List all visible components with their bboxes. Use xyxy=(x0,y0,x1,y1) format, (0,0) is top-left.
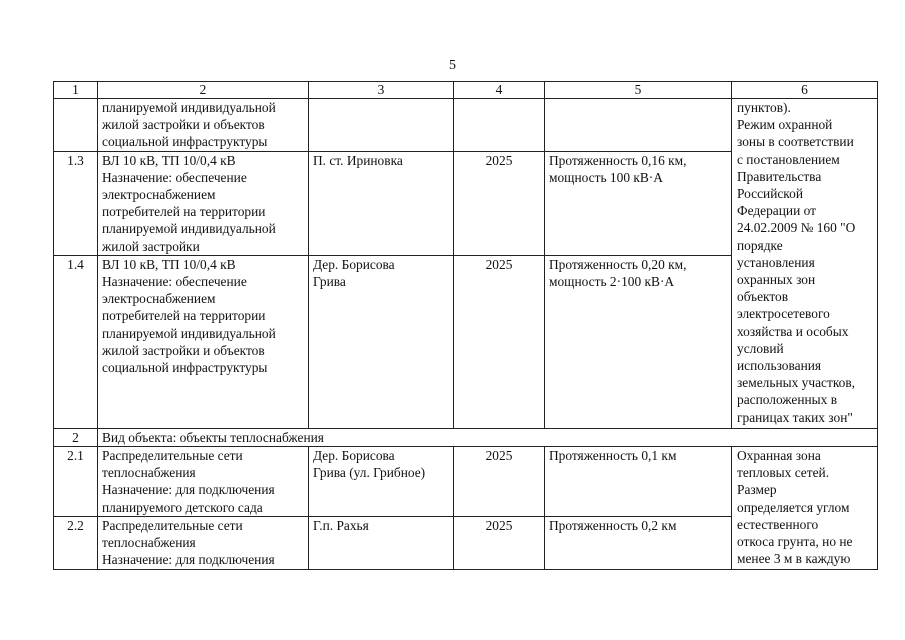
table-row xyxy=(54,99,878,152)
object-characteristics: Протяженность 0,1 км xyxy=(545,447,732,517)
object-location: Дер. Борисова Грива (ул. Грибное) xyxy=(309,447,454,517)
protection-zone-text: пунктов). Режим охранной зоны в соответствии с постановлением Правительства Российской Федерации от 24.02.2009 № 160 "О порядке установления охранных зон объектов электросетевого хозяйства и особых условий использования земельных участков, расположенных в границах таких зон" xyxy=(732,99,878,429)
header-cell: 5 xyxy=(545,82,732,99)
page-number: 5 xyxy=(449,58,456,73)
object-year: 2025 xyxy=(454,447,545,517)
object-year: 2025 xyxy=(454,255,545,428)
object-location: П. ст. Ириновка xyxy=(309,151,454,255)
object-description: ВЛ 10 кВ, ТП 10/0,4 кВ Назначение: обеспечение электроснабжением потребителей на территории планируемой индивидуальной жилой застройки xyxy=(98,151,309,255)
objects-table xyxy=(53,81,878,570)
section-title: Вид объекта: объекты теплоснабжения xyxy=(98,428,878,446)
object-year: 2025 xyxy=(454,151,545,255)
row-number: 2.1 xyxy=(54,447,98,517)
header-row xyxy=(54,82,878,99)
row-number: 1.4 xyxy=(54,255,98,428)
section-number: 2 xyxy=(54,428,98,446)
object-characteristics: Протяженность 0,20 км, мощность 2·100 кВ·А xyxy=(545,255,732,428)
table-cell xyxy=(54,99,98,152)
object-description: планируемой индивидуальной жилой застройки и объектов социальной инфраструктуры xyxy=(98,99,309,152)
object-description: Распределительные сети теплоснабжения Назначение: для подключения планируемого детского сада xyxy=(98,447,309,517)
table-cell xyxy=(454,99,545,152)
section-row xyxy=(54,428,878,446)
header-cell: 6 xyxy=(732,82,878,99)
header-cell: 2 xyxy=(98,82,309,99)
object-year: 2025 xyxy=(454,517,545,570)
row-number: 2.2 xyxy=(54,517,98,570)
table-cell xyxy=(309,99,454,152)
object-location: Г.п. Рахья xyxy=(309,517,454,570)
object-characteristics: Протяженность 0,2 км xyxy=(545,517,732,570)
table-cell xyxy=(545,99,732,152)
protection-zone-text: Охранная зона тепловых сетей. Размер определяется углом естественного откоса грунта, но не менее 3 м в каждую xyxy=(732,447,878,570)
table-row xyxy=(54,447,878,517)
object-characteristics: Протяженность 0,16 км, мощность 100 кВ·А xyxy=(545,151,732,255)
object-description: Распределительные сети теплоснабжения Назначение: для подключения xyxy=(98,517,309,570)
object-location: Дер. Борисова Грива xyxy=(309,255,454,428)
header-cell: 3 xyxy=(309,82,454,99)
header-cell: 4 xyxy=(454,82,545,99)
header-cell: 1 xyxy=(54,82,98,99)
object-description: ВЛ 10 кВ, ТП 10/0,4 кВ Назначение: обеспечение электроснабжением потребителей на территории планируемой индивидуальной жилой застройки и объектов социальной инфраструктуры xyxy=(98,255,309,428)
row-number: 1.3 xyxy=(54,151,98,255)
